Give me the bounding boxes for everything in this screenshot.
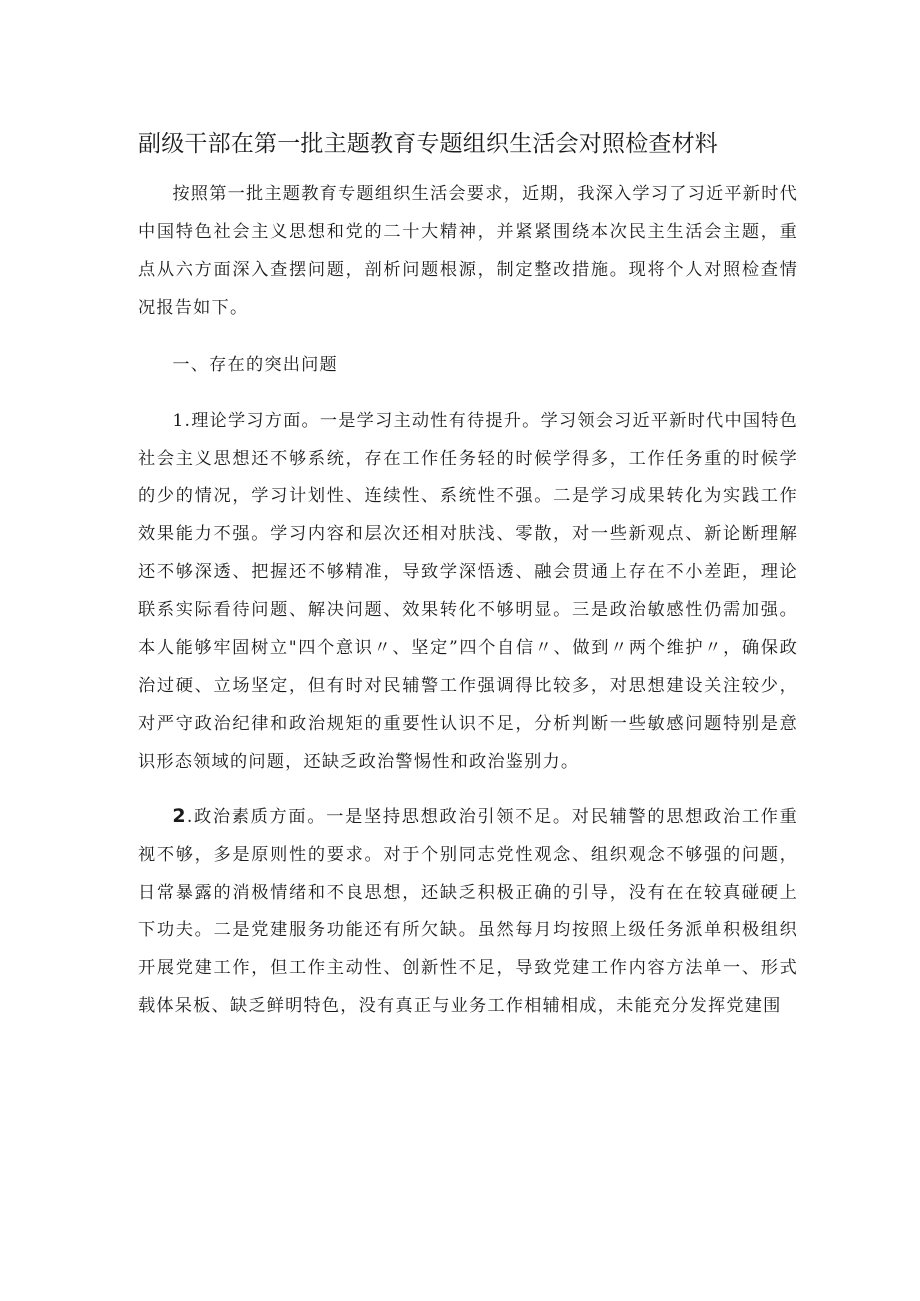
item-theory-study: 1.理论学习方面。一是学习主动性有待提升。学习领会习近平新时代中国特色社会主义思想还不够系统，存在工作任务轻的时候学得多，工作任务重的时候学的少的情况，学习计划性、连续性、系统性不强。二是学习成果转化为实践工作效果能力不强。学习内容和层次还相对肤浅、零散，对一些新观点、新论断理解还不够深透、把握还不够精准，导致学深悟透、融会贯通上存在不小差距，理论联系实际看待问题、解决问题、效果转化不够明显。三是政治敏感性仍需加强。本人能够牢固树立"四个意识〃、坚定”四个自信〃、做到〃两个维护〃，确保政治过硬、立场坚定，但有时对民辅警工作强调得比较多，对思想建设关注较少，对严守政治纪律和政治规矩的重要性认识不足，分析判断一些敏感问题特别是意识形态领域的问题，还缺乏政治警惕性和政治鉴别力。 bbox=[138, 410, 798, 772]
paragraph-spacer bbox=[138, 782, 798, 798]
intro-paragraph: 按照第一批主题教育专题组织生活会要求，近期，我深入学习了习近平新时代中国特色社会主义思想和党的二十大精神，并紧紧围绕本次民主生活会主题，重点从六方面深入查摆问题，剖析问题根源，制定整改措施。现将个人对照检查情况报告如下。 bbox=[138, 184, 798, 318]
item-political-quality bbox=[138, 798, 798, 1026]
document-body bbox=[138, 176, 798, 1026]
item-number: 2 bbox=[172, 804, 187, 827]
document-title: 副级干部在第一批主题教育专题组织生活会对照检查材料 bbox=[138, 131, 718, 157]
item-political-quality-text: .政治素质方面。一是坚持思想政治引领不足。对民辅警的思想政治工作重视不够，多是原则性的要求。对于个别同志党性观念、组织观念不够强的问题，日常暴露的消极情绪和不良思想，还缺乏积极正确的引导，没有在在较真碰硬上下功夫。二是党建服务功能还有所欠缺。虽然每月均按照上级任务派单积极组织开展党建工作，但工作主动性、创新性不足，导致党建工作内容方法单一、形式载体呆板、缺乏鲜明特色，没有真正与业务工作相辅相成，未能充分发挥党建围 bbox=[138, 806, 798, 1017]
section-heading-problems: 一、存在的突出问题 bbox=[172, 354, 338, 375]
